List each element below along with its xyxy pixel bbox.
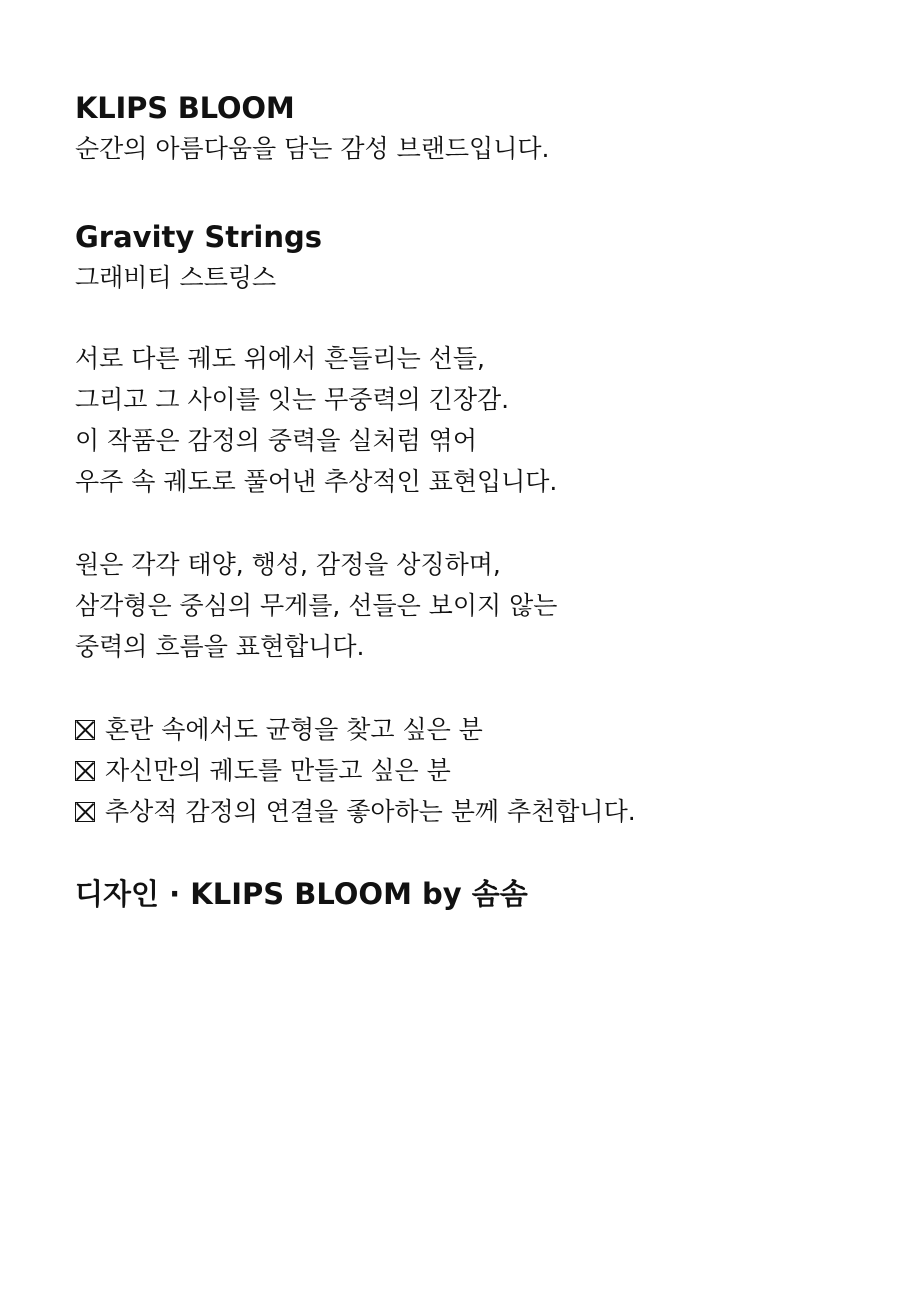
recommendation-list — [75, 709, 875, 832]
list-item — [75, 709, 875, 750]
checkbox-x-icon — [75, 802, 95, 822]
spacer — [75, 502, 875, 544]
product-name-en: Gravity Strings — [75, 220, 323, 254]
brand-name: KLIPS BLOOM — [75, 91, 295, 125]
list-item — [75, 750, 875, 791]
spacer — [75, 832, 875, 874]
spacer — [75, 169, 875, 217]
list-item — [75, 791, 875, 832]
product-description — [75, 88, 875, 914]
description-line: 원은 각각 태양, 행성, 감정을 상징하며, — [75, 550, 501, 579]
description-line: 이 작품은 감정의 중력을 실처럼 엮어 — [75, 426, 477, 455]
recommendation-text: 추상적 감정의 연결을 좋아하는 분께 추천합니다. — [105, 797, 636, 826]
description-line: 중력의 흐름을 표현합니다. — [75, 632, 365, 661]
recommendation-text: 자신만의 궤도를 만들고 싶은 분 — [105, 756, 451, 785]
description-paragraph-1 — [75, 338, 875, 502]
description-paragraph-2 — [75, 544, 875, 667]
spacer — [75, 298, 875, 338]
description-line: 그리고 그 사이를 잇는 무중력의 긴장감. — [75, 385, 510, 414]
design-credit: 디자인 · KLIPS BLOOM by 솜솜 — [75, 877, 528, 911]
brand-tagline: 순간의 아름다움을 담는 감성 브랜드입니다. — [75, 134, 550, 163]
recommendation-text: 혼란 속에서도 균형을 찾고 싶은 분 — [105, 715, 483, 744]
product-name-ko: 그래비티 스트링스 — [75, 263, 277, 292]
description-line: 삼각형은 중심의 무게를, 선들은 보이지 않는 — [75, 591, 558, 620]
checkbox-x-icon — [75, 761, 95, 781]
description-line: 서로 다른 궤도 위에서 흔들리는 선들, — [75, 344, 485, 373]
description-line: 우주 속 궤도로 풀어낸 추상적인 표현입니다. — [75, 467, 558, 496]
spacer — [75, 667, 875, 709]
checkbox-x-icon — [75, 720, 95, 740]
